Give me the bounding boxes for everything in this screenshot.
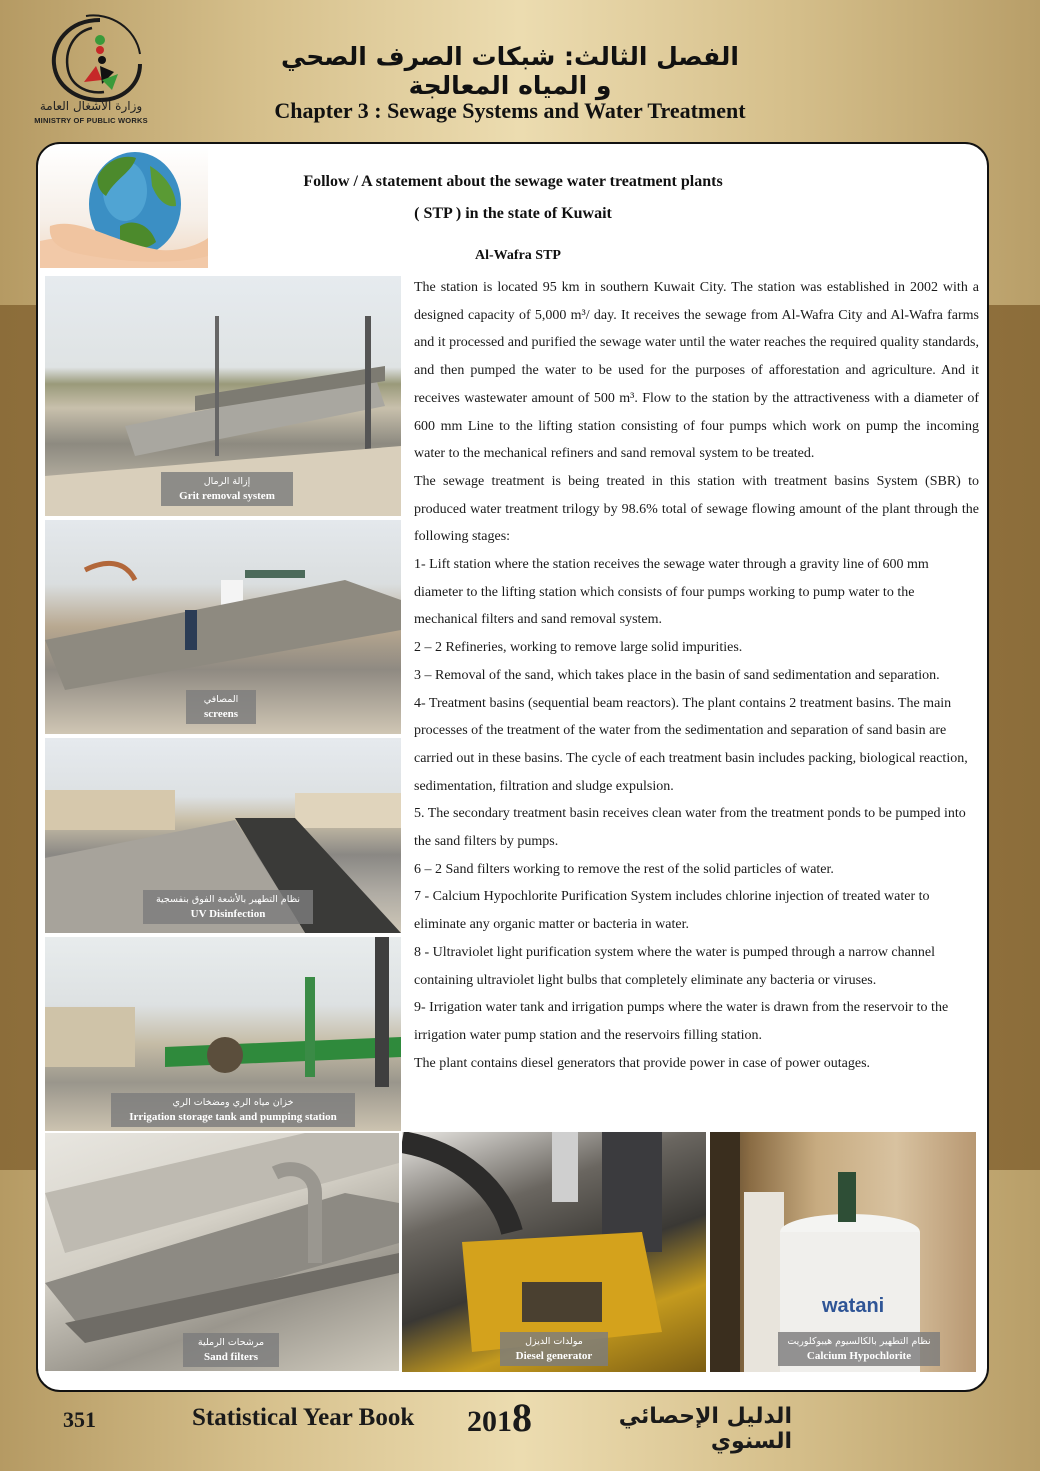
- photo-calcium-hypochlorite: [710, 1132, 976, 1372]
- section-title-line1: Follow / A statement about the sewage water treatment plants: [303, 173, 723, 190]
- year-suffix: 8: [512, 1395, 532, 1440]
- caption-arabic: مرشحات الرملية: [197, 1337, 265, 1348]
- caption-english: Calcium Hypochlorite: [806, 1350, 912, 1362]
- paragraph-generators: The plant contains diesel generators that provide power in case of power outages.: [414, 1055, 871, 1071]
- caption-arabic: نظام التطهير بالأشعة الفوق بنفسجية: [155, 894, 301, 905]
- paragraph-intro: The station is located 95 km in southern Kuwait City. The station was established in 2002 with a designed capacity of 5,000 m³/ day. It receives the sewage from Al-Wafra City and Al-Wafra farms and it processed and purified the sewage water until the water reaches the required quality standards, and then pumped the water to be used for the purposes of afforestation and agriculture. And it receives wastewater amount of 500 m³. Flow to the station by the attractiveness with a diameter of 600 mm Line to the lifting station consisting of four pumps which work on pump the incoming water to the mechanical refiners and sand removal system to be treated.: [414, 280, 979, 462]
- footer-title-arabic: الدليل الإحصائي السنوي: [618, 1404, 792, 1454]
- photo-caption: [778, 1332, 940, 1366]
- stage-1: 1- Lift station where the station receives the sewage water through a gravity line of 600 mm diameter to the lifting station which consists of four pumps working to pump water to the mechanical filters and sand removal system.: [414, 557, 929, 628]
- caption-arabic: خزان مياه الري ومضخات الري: [172, 1097, 294, 1108]
- paragraph-sbr: The sewage treatment is being treated in this station with treatment basins System (SBR) to produced water treatment trilogy by 98.6% total of sewage flowing amount of the plant through the following stages:: [414, 473, 979, 545]
- photo-caption: [111, 1093, 355, 1127]
- caption-english: Sand filters: [203, 1351, 259, 1363]
- chapter-title-english: Chapter 3 : Sewage Systems and Water Treatment: [274, 98, 746, 123]
- ministry-name-english: MINISTRY OF PUBLIC WORKS: [34, 116, 148, 125]
- photo-caption: [161, 472, 293, 506]
- stage-9: 9- Irrigation water tank and irrigation pumps where the water is drawn from the reservoir to the irrigation water pump station and the reservoirs filling station.: [414, 1000, 949, 1043]
- caption-arabic: مولدات الديزل: [525, 1336, 583, 1347]
- footer-year: [467, 1395, 532, 1442]
- stage-5: 5. The secondary treatment basin receives clean water from the treatment ponds to be pumped into the sand filters by pumps.: [414, 806, 966, 850]
- year-prefix: 201: [467, 1405, 512, 1438]
- stage-2: 2 – 2 Refineries, working to remove large solid impurities.: [414, 640, 743, 656]
- chapter-title-arabic: الفصل الثالث: شبكات الصرف الصحي و المياه المعالجة: [280, 42, 740, 100]
- photo-caption: [186, 690, 256, 724]
- stage-8: 8 - Ultraviolet light purification system where the water is pumped through a narrow channel containing ultraviolet light bulbs that completely eliminate any bacteria or viruses.: [414, 944, 935, 988]
- page-number: 351: [63, 1407, 96, 1432]
- stage-3: 3 – Removal of the sand, which takes place in the basin of sand sedimentation and separation.: [414, 667, 940, 683]
- plant-name: Al-Wafra STP: [475, 248, 561, 263]
- stage-6: 6 – 2 Sand filters working to remove the rest of the solid particles of water.: [414, 861, 834, 877]
- caption-english: UV Disinfection: [190, 908, 266, 920]
- content-panel: [36, 142, 989, 1392]
- caption-arabic: إزالة الرمال: [203, 476, 251, 487]
- photo-screens: [45, 520, 401, 734]
- caption-english: Irrigation storage tank and pumping station: [129, 1111, 337, 1123]
- section-title: [228, 166, 798, 230]
- caption-english: screens: [203, 708, 238, 720]
- photo-caption: [183, 1333, 279, 1367]
- caption-english: Diesel generator: [515, 1350, 593, 1362]
- section-title-line2: ( STP ) in the state of Kuwait: [414, 205, 612, 222]
- photo-uv-disinfection: [45, 738, 401, 933]
- stage-4: 4- Treatment basins (sequential beam reactors). The plant contains 2 treatment basins. The main processes of the treatment of the water from the sedimentation and separation of sand basin are carried out in these basins. The cycle of each treatment basin includes packing, biological reaction, sedimentation, filtration and sludge expulsion.: [414, 695, 968, 794]
- photo-grit-removal: [45, 276, 401, 516]
- svg-text:watani: watani: [822, 1295, 885, 1317]
- photo-caption: [500, 1332, 608, 1366]
- footer-title-english: Statistical Year Book: [192, 1404, 415, 1431]
- photo-sand-filters: [45, 1133, 399, 1371]
- photo-diesel-generator: [402, 1132, 706, 1372]
- ministry-name-arabic: وزارة الأشغال العامة: [39, 99, 143, 113]
- stage-7: 7 - Calcium Hypochlorite Purification System includes chlorine injection of treated water to eliminate any organic matter or bacteria in water.: [414, 889, 930, 933]
- caption-arabic: نظام التطهير بالكالسيوم هيبوكلوريت: [787, 1336, 931, 1347]
- globe-in-hand-image: [40, 146, 208, 268]
- caption-english: Grit removal system: [179, 490, 275, 502]
- photo-caption: [143, 890, 313, 924]
- photo-irrigation-storage: [45, 937, 401, 1131]
- ministry-emblem-icon: [40, 14, 160, 104]
- caption-arabic: المصافي: [203, 694, 239, 705]
- body-text: [414, 274, 979, 1077]
